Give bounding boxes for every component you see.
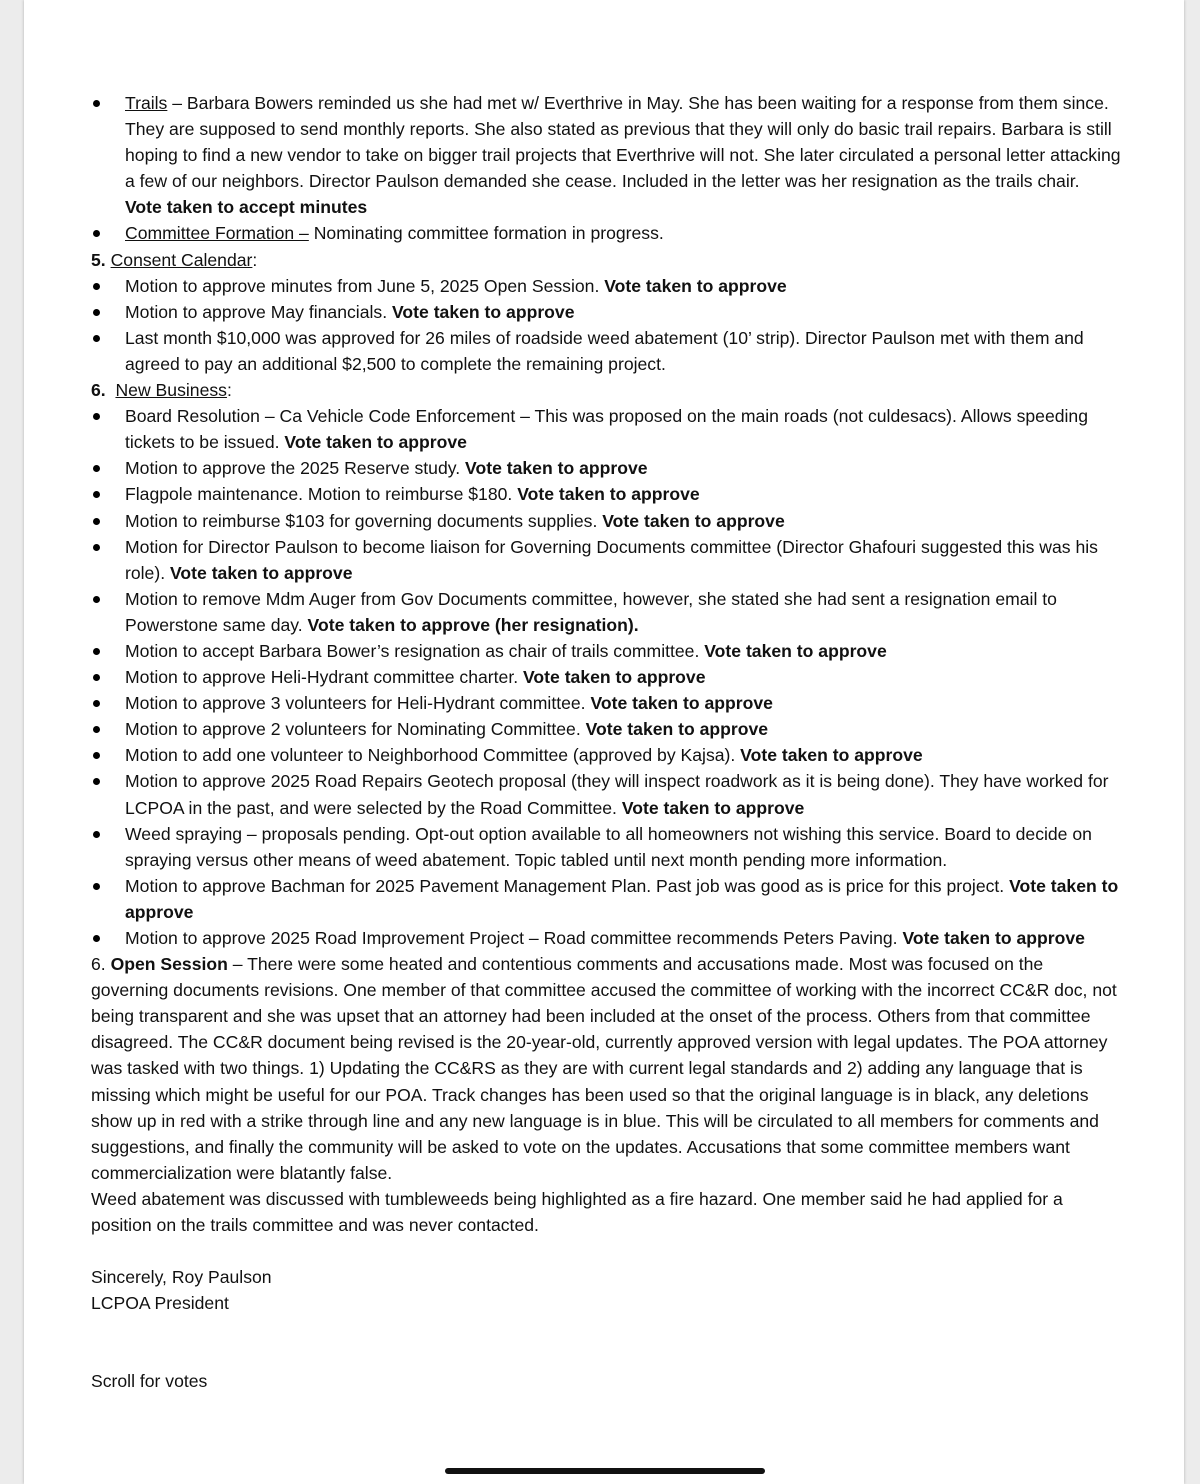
trails-vote: Vote taken to accept minutes	[125, 197, 368, 218]
new-business-list	[91, 403, 1121, 951]
list-item: Motion to approve 2 volunteers for Nominating Committee. Vote taken to approve	[91, 716, 1121, 742]
consent-calendar-heading	[91, 247, 1121, 273]
open-session-num: 6.	[91, 954, 111, 975]
document-page	[24, 0, 1184, 1484]
trails-text: – Barbara Bowers reminded us she had met w/ Everthrive in May. She has been waiting for a response from them since. They are supposed to send monthly reports. She also stated as previous that they will only do basic trail repairs. Barbara is still hoping to find a new vendor to take on bigger trail projects that Everthrive will not. She later circulated a personal letter attacking a few of our neighbors. Director Paulson demanded she cease. Included in the letter was her resignation as the trails chair.	[125, 93, 1121, 192]
new-business-heading	[91, 377, 1121, 403]
new-business-colon: :	[226, 380, 232, 401]
consent-calendar-title: Consent Calendar	[110, 249, 253, 270]
spacer	[91, 1316, 1121, 1368]
list-item: Weed spraying – proposals pending. Opt-out option available to all homeowners not wishing this service. Board to decide on spraying versus other means of weed abatement. Topic tabled until next month pending more information.	[91, 821, 1121, 873]
list-item: Motion to approve minutes from June 5, 2025 Open Session. Vote taken to approve	[91, 273, 1121, 299]
new-business-num: 6.	[91, 380, 106, 401]
list-item: Flagpole maintenance. Motion to reimburse $180. Vote taken to approve	[91, 481, 1121, 507]
open-session-title: Open Session	[110, 954, 228, 975]
committee-formation-text: Nominating committee formation in progress.	[308, 223, 664, 244]
list-item: Motion to reimburse $103 for governing documents supplies. Vote taken to approve	[91, 508, 1121, 534]
list-item: Board Resolution – Ca Vehicle Code Enforcement – This was proposed on the main roads (not culdesacs). Allows speeding tickets to be issued. Vote taken to approve	[91, 403, 1121, 455]
list-item: Motion to approve May financials. Vote taken to approve	[91, 299, 1121, 325]
consent-calendar-list	[91, 273, 1121, 377]
list-item: Motion to approve Bachman for 2025 Pavement Management Plan. Past job was good as is price for this project. Vote taken to approve	[91, 873, 1121, 925]
spacer	[91, 1238, 1121, 1264]
consent-calendar-colon: :	[252, 249, 258, 270]
list-item: Motion to approve 2025 Road Repairs Geotech proposal (they will inspect roadwork as it is being done). They have worked for LCPOA in the past, and were selected by the Road Committee. Vote taken to approve	[91, 768, 1121, 820]
open-session-paragraph	[91, 951, 1121, 1186]
open-session-text: – There were some heated and contentious comments and accusations made. Most was focused on the governing documents revisions. One member of that committee accused the committee of working with the incorrect CC&R doc, not being transparent and she was upset that an attorney had been included at the onset of the process. Others from that committee disagreed. The CC&R document being revised is the 20-year-old, currently approved version with legal updates. The POA attorney was tasked with two things. 1) Updating the CC&RS as they are with current legal standards and 2) adding any language that is missing which might be useful for our POA. Track changes has been used so that the original language is in black, any deletions show up in red with a strike through line and any new language is in blue. This will be circulated to all members for comments and suggestions, and finally the community will be asked to vote on the updates. Accusations that some committee members want commercialization were blatantly false.	[91, 954, 1117, 1183]
list-item: Motion to approve 2025 Road Improvement Project – Road committee recommends Peters Paving. Vote taken to approve	[91, 925, 1121, 951]
list-item: Last month $10,000 was approved for 26 miles of roadside weed abatement (10’ strip). Director Paulson met with them and agreed to pay an additional $2,500 to complete the remaining project.	[91, 325, 1121, 377]
signature-line: Sincerely, Roy Paulson	[91, 1267, 272, 1288]
list-item: Motion to approve 3 volunteers for Heli-Hydrant committee. Vote taken to approve	[91, 690, 1121, 716]
list-item: Motion to approve the 2025 Reserve study. Vote taken to approve	[91, 455, 1121, 481]
list-item: Motion to approve Heli-Hydrant committee charter. Vote taken to approve	[91, 664, 1121, 690]
new-business-title: New Business	[115, 380, 227, 401]
minutes-content	[91, 90, 1121, 1394]
consent-calendar-num: 5.	[91, 249, 106, 270]
list-item: Motion to accept Barbara Bower’s resignation as chair of trails committee. Vote taken to approve	[91, 638, 1121, 664]
committee-formation-label: Committee Formation –	[125, 223, 309, 244]
home-indicator-bar[interactable]	[445, 1468, 765, 1474]
list-item-committee-formation	[91, 220, 1121, 246]
signature-title: LCPOA President	[91, 1293, 229, 1314]
list-item: Motion to remove Mdm Auger from Gov Documents committee, however, she stated she had sent a resignation email to Powerstone same day. Vote taken to approve (her resignation).	[91, 586, 1121, 638]
trails-label: Trails	[125, 93, 168, 113]
list-item-trails	[91, 90, 1121, 220]
list-item: Motion to add one volunteer to Neighborhood Committee (approved by Kajsa). Vote taken to approve	[91, 742, 1121, 768]
weed-abatement-paragraph: Weed abatement was discussed with tumbleweeds being highlighted as a fire hazard. One member said he had applied for a position on the trails committee and was never contacted.	[91, 1188, 1063, 1236]
scroll-for-votes: Scroll for votes	[91, 1371, 208, 1392]
list-item: Motion for Director Paulson to become liaison for Governing Documents committee (Director Ghafouri suggested this was his role). Vote taken to approve	[91, 534, 1121, 586]
